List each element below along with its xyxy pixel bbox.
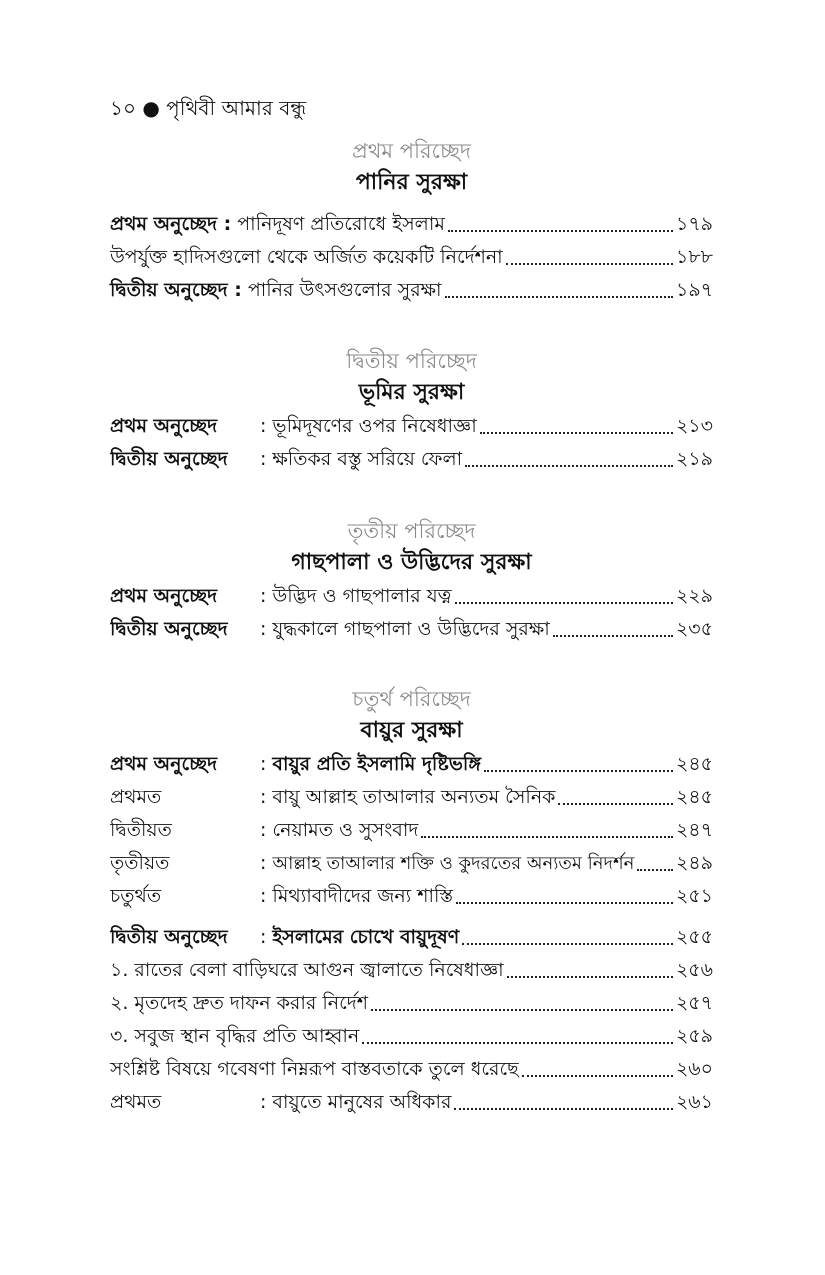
entry-text: মিথ্যাবাদীদের জন্য শাস্তি [272,885,454,907]
entry-text: উদ্ভিদ ও গাছপালার যত্ন [272,585,452,607]
toc-entry[interactable] [110,1020,713,1053]
chapter-1 [110,136,713,307]
entry-colon: : [260,753,267,775]
chapter-label: প্রথম পরিচ্ছেদ [352,139,471,163]
entry-page: ১৯৭ [675,279,713,301]
entry-lead: চতুর্থত [110,885,162,907]
entry-text: ২. মৃতদেহ দ্রুত দাফন করার নির্দেশ [110,992,369,1014]
dot-leader [455,596,673,604]
toc-entry[interactable] [110,580,713,613]
running-head: ১০ ● পৃথিবী আমার বন্ধু [110,96,307,120]
entry-text: ১. রাতের বেলা বাড়িঘরে আগুন জ্বালাতে নিষেধাজ্ঞা [110,959,504,981]
chapter-title: গাছপালা ও উদ্ভিদের সুরক্ষা [291,550,532,575]
entry-page: ২৪৫ [675,753,713,775]
chapter-label: দ্বিতীয় পরিচ্ছেদ [346,349,477,373]
entry-lead: প্রথমত [110,786,162,808]
chapter-3 [110,516,713,646]
entry-page: ২৬০ [675,1058,713,1080]
entry-colon: : [260,1091,267,1113]
entry-page: ২৫৫ [675,926,713,948]
dot-leader [421,830,673,838]
entry-lead: তৃতীয়ত [110,852,170,874]
entry-colon: : [260,852,267,874]
dot-leader [445,290,673,298]
entry-lead: প্রথম অনুচ্ছেদ : [110,213,232,235]
toc-entry[interactable] [110,987,713,1020]
entry-page: ২৩৫ [675,618,713,640]
toc-entry[interactable] [110,1086,713,1119]
toc-entry[interactable] [110,208,713,241]
chapter-title: ভূমির সুরক্ষা [358,380,465,405]
toc-entry[interactable] [110,880,713,913]
entry-colon: : [260,618,267,640]
entry-text: আল্লাহ তাআলার শক্তি ও কুদরতের অন্যতম নিদর্শন [272,853,635,874]
toc-entry[interactable] [110,443,713,476]
entry-lead: প্রথম অনুচ্ছেদ [110,415,218,437]
toc-entry[interactable] [110,274,713,307]
entry-text: উপর্যুক্ত হাদিসগুলো থেকে অর্জিত কয়েকটি নির্দেশনা [110,246,503,268]
dot-leader [522,1069,673,1077]
toc-entry[interactable] [110,814,713,847]
entry-text: পানির উৎসগুলোর সুরক্ষা [247,279,442,301]
entry-page: ২৫৭ [675,992,713,1014]
entry-colon: : [260,786,267,808]
entry-page: ১৭৯ [675,213,713,235]
chapter-title: বায়ুর সুরক্ষা [360,718,463,743]
entry-page: ২১৩ [675,415,713,437]
toc-entry[interactable] [110,847,713,880]
entry-page: ২৬১ [675,1091,713,1113]
toc-entry[interactable] [110,1053,713,1086]
entry-page: ২১৯ [675,448,713,470]
dot-leader [506,257,673,265]
entry-text: সংশ্লিষ্ট বিষয়ে গবেষণা নিম্নরূপ বাস্তবতাকে তুলে ধরেছে [110,1058,519,1080]
entry-lead: প্রথম অনুচ্ছেদ [110,753,218,775]
dot-leader [553,629,673,637]
entry-page: ২৪৯ [675,852,713,874]
entry-text: ভূমিদূষণের ওপর নিষেধাজ্ঞা [272,415,477,437]
dot-leader [465,459,673,467]
entry-lead: দ্বিতীয়ত [110,819,172,841]
entry-page: ১৮৮ [676,246,713,268]
entry-page: ২২৯ [675,585,713,607]
entry-page: ২৫১ [675,885,713,907]
entry-text: বায়ু আল্লাহ তাআলার অন্যতম সৈনিক [272,786,556,808]
entry-page: ২৫৯ [675,1025,713,1047]
dot-leader [462,937,673,945]
entry-lead: দ্বিতীয় অনুচ্ছেদ [110,618,228,640]
dot-leader [507,970,673,978]
chapter-label: চতুর্থ পরিচ্ছেদ [352,687,471,711]
toc-entry[interactable] [110,410,713,443]
dot-leader [371,1003,673,1011]
dot-leader [448,224,673,232]
entry-lead: দ্বিতীয় অনুচ্ছেদ [110,926,228,948]
entry-colon: : [260,885,267,907]
toc-entry[interactable] [110,241,713,274]
entry-colon: : [260,926,267,948]
toc-entry[interactable] [110,954,713,987]
dot-leader [637,863,673,871]
entry-lead: দ্বিতীয় অনুচ্ছেদ [110,448,228,470]
toc-entry[interactable] [110,781,713,814]
entry-lead: প্রথম অনুচ্ছেদ [110,585,218,607]
entry-page: ২৪৫ [675,786,713,808]
entry-colon: : [260,819,267,841]
chapter-title: পানির সুরক্ষা [355,170,468,195]
toc-entry[interactable] [110,613,713,646]
entry-text: বায়ুতে মানুষের অধিকার [272,1091,452,1113]
entry-lead: প্রথমত [110,1091,162,1113]
chapter-label: তৃতীয় পরিচ্ছেদ [347,519,476,543]
entry-text: ৩. সবুজ স্থান বৃদ্ধির প্রতি আহ্বান [110,1025,360,1047]
entry-text: বায়ুর প্রতি ইসলামি দৃষ্টিভঙ্গি [272,753,481,775]
dot-leader [456,896,673,904]
toc-entry[interactable] [110,921,713,954]
entry-colon: : [260,415,267,437]
toc-entry[interactable] [110,748,713,781]
chapter-2 [110,346,713,476]
dot-leader [362,1036,673,1044]
entry-page: ২৪৭ [675,819,713,841]
dot-leader [480,426,673,434]
dot-leader [454,1102,673,1110]
entry-text: নেয়ামত ও সুসংবাদ [272,819,419,841]
dot-leader [484,764,673,772]
entry-text: ইসলামের চোখে বায়ুদূষণ [272,926,460,948]
dot-leader [558,797,673,805]
entry-text: যুদ্ধকালে গাছপালা ও উদ্ভিদের সুরক্ষা [272,618,550,640]
entry-text: ক্ষতিকর বস্তু সরিয়ে ফেলা [272,448,463,470]
chapter-4 [110,684,713,1119]
entry-colon: : [260,585,267,607]
entry-text: পানিদূষণ প্রতিরোধে ইসলাম [237,213,445,235]
entry-lead: দ্বিতীয় অনুচ্ছেদ : [110,279,242,301]
entry-page: ২৫৬ [675,959,713,981]
entry-colon: : [260,448,267,470]
